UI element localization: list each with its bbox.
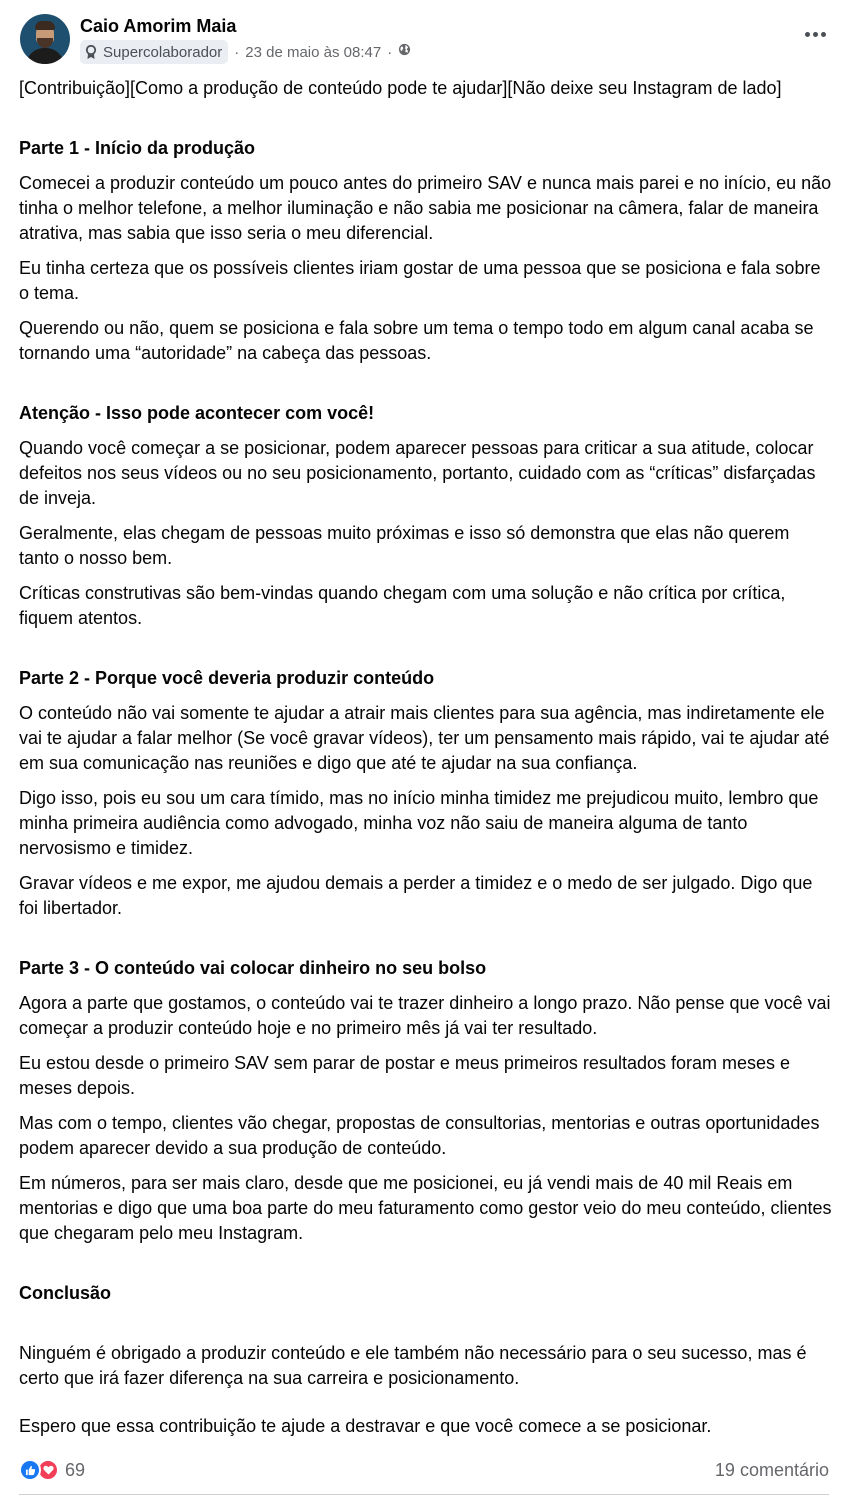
paragraph: Eu estou desde o primeiro SAV sem parar de postar e meus primeiros resultados foram meses e meses depois. (19, 1053, 791, 1098)
globe-icon (398, 43, 411, 61)
avatar[interactable] (20, 14, 70, 64)
section-heading-part3: Parte 3 - O conteúdo vai colocar dinheiro no seu bolso (19, 958, 487, 978)
paragraph: Digo isso, pois eu sou um cara tímido, mas no início minha timidez me prejudicou muito, lembro que minha primeira audiência como advogado, minha voz não saiu de maneira alguma de tanto nervosismo e timidez. (19, 788, 819, 858)
paragraph: Ninguém é obrigado a produzir conteúdo e ele também não necessário para o seu sucesso, mas é certo que irá fazer diferença na sua carreira e posicionamento. (19, 1343, 807, 1388)
reactions-summary[interactable] (19, 1459, 85, 1481)
author-name[interactable]: Caio Amorim Maia (80, 16, 237, 36)
paragraph: Em números, para ser mais claro, desde que me posicionei, eu já vendi mais de 40 mil Reais em mentorias e digo que uma boa parte do meu faturamento como gestor veio do meu conteúdo, clientes que chegaram pelo meu Instagram. (19, 1173, 832, 1243)
post-tags: [Contribuição][Como a produção de conteúdo pode te ajudar][Não deixe seu Instagram de lado] (19, 78, 782, 98)
paragraph: Mas com o tempo, clientes vão chegar, propostas de consultorias, mentorias e outras oportunidades podem aparecer devido a sua produção de conteúdo. (19, 1113, 820, 1158)
badge-icon (85, 45, 97, 60)
paragraph: Geralmente, elas chegam de pessoas muito próximas e isso só demonstra que elas não querem tanto o nosso bem. (19, 523, 790, 568)
post-header (20, 12, 830, 66)
meta-separator: · (234, 43, 240, 61)
paragraph: Comecei a produzir conteúdo um pouco antes do primeiro SAV e nunca mais parei e no início, eu não tinha o melhor telefone, a melhor iluminação e não sabia me posicionar na câmera, falar de maneira atrativa, mas sabia que isso seria o meu diferencial. (19, 173, 832, 243)
post-meta (80, 40, 411, 64)
section-heading-conclusion: Conclusão (19, 1283, 112, 1303)
paragraph: Críticas construtivas são bem-vindas quando chegam com uma solução e não crítica por crítica, fiquem atentos. (19, 583, 786, 628)
reaction-count: 69 (65, 1459, 86, 1480)
more-options-button[interactable] (800, 24, 830, 44)
comments-count-link[interactable]: 19 comentário (714, 1459, 829, 1480)
like-icon (19, 1459, 41, 1481)
badge-label: Supercolaborador (103, 43, 223, 61)
paragraph: Eu tinha certeza que os possíveis clientes iriam gostar de uma pessoa que se posiciona e fala sobre o tema. (19, 258, 821, 303)
paragraph: Querendo ou não, quem se posiciona e fala sobre um tema o tempo todo em algum canal acaba se tornando uma “autoridade” na cabeça das pessoas. (19, 318, 814, 363)
footer-divider (19, 1494, 829, 1495)
post-body (19, 76, 834, 1439)
supercolaborador-badge[interactable] (80, 40, 228, 64)
section-heading-part1: Parte 1 - Início da produção (19, 138, 256, 158)
section-heading-attention: Atenção - Isso pode acontecer com você! (19, 403, 375, 423)
paragraph: Espero que essa contribuição te ajude a destravar e que você comece a se posicionar. (19, 1416, 712, 1436)
paragraph: Quando você começar a se posicionar, podem aparecer pessoas para criticar a sua atitude, colocar defeitos nos seus vídeos ou no seu posicionamento, portanto, cuidado com as “críticas” disfarçadas de inveja. (19, 438, 816, 508)
post-timestamp[interactable]: 23 de maio às 08:47 (245, 43, 382, 61)
paragraph: O conteúdo não vai somente te ajudar a atrair mais clientes para sua agência, mas indiretamente ele vai te ajudar a falar melhor (Se você gravar vídeos), ter um pensamento mais rápido, vai te ajudar até em sua comunicação nas reuniões e digo que até te ajudar na sua confiança. (19, 703, 830, 773)
section-heading-part2: Parte 2 - Porque você deveria produzir conteúdo (19, 668, 435, 688)
post-footer (19, 1457, 829, 1483)
meta-separator-2: · (387, 43, 393, 61)
paragraph: Gravar vídeos e me expor, me ajudou demais a perder a timidez e o medo de ser julgado. Digo que foi libertador. (19, 873, 813, 918)
paragraph: Agora a parte que gostamos, o conteúdo vai te trazer dinheiro a longo prazo. Não pense que você vai começar a produzir conteúdo hoje e no primeiro mês já vai ter resultado. (19, 993, 831, 1038)
